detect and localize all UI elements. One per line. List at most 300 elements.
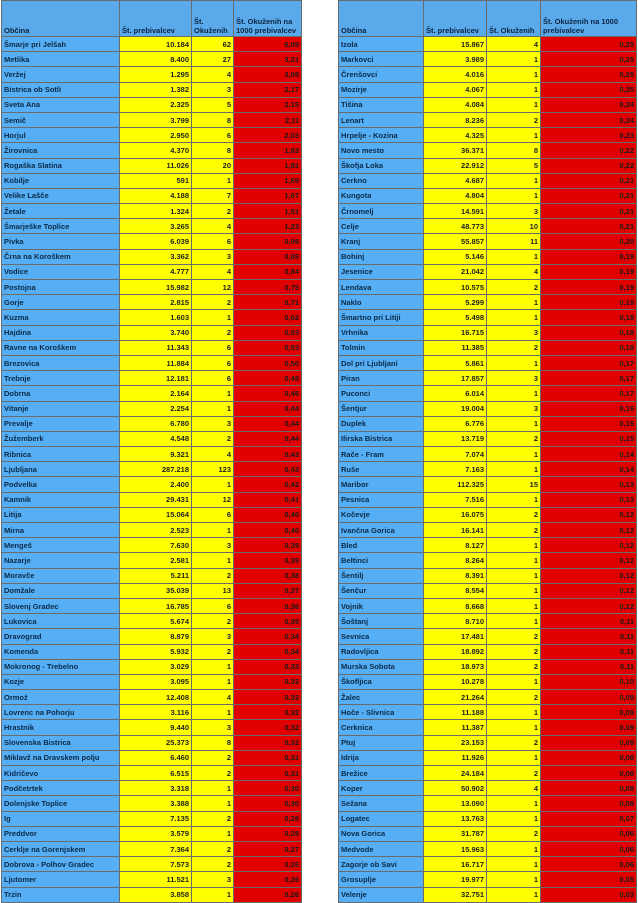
table-row <box>2 234 302 249</box>
rate-cell: 0,11 <box>541 659 637 674</box>
population-cell: 6.515 <box>120 766 192 781</box>
infected-cell: 2 <box>192 811 234 826</box>
table-row <box>339 264 637 279</box>
infected-cell: 1 <box>487 705 541 720</box>
infected-cell: 4 <box>487 37 541 52</box>
rate-cell: 0,10 <box>541 674 637 689</box>
rate-cell: 0,07 <box>541 811 637 826</box>
municipality-cell: Žetale <box>2 204 120 219</box>
table-row <box>339 690 637 705</box>
municipality-cell: Nazarje <box>2 553 120 568</box>
table-row <box>339 188 637 203</box>
population-cell: 5.498 <box>424 310 487 325</box>
municipality-cell: Rogaška Slatina <box>2 158 120 173</box>
rate-cell: 0,17 <box>541 386 637 401</box>
rate-cell: 0,71 <box>234 295 302 310</box>
rate-cell: 0,53 <box>234 340 302 355</box>
population-cell: 21.042 <box>424 264 487 279</box>
population-cell: 8.391 <box>424 568 487 583</box>
rate-cell: 0,08 <box>541 750 637 765</box>
municipality-cell: Markovci <box>339 52 424 67</box>
municipality-cell: Tišina <box>339 97 424 112</box>
table-row <box>2 629 302 644</box>
municipality-cell: Ivančna Gorica <box>339 523 424 538</box>
infected-cell: 1 <box>487 796 541 811</box>
population-cell: 11.188 <box>424 705 487 720</box>
population-cell: 18.973 <box>424 659 487 674</box>
rate-cell: 0,22 <box>541 158 637 173</box>
population-cell: 2.254 <box>120 401 192 416</box>
rate-cell: 0,32 <box>234 720 302 735</box>
table-row <box>2 219 302 234</box>
municipality-cell: Črenšovci <box>339 67 424 82</box>
header-population: Št. prebivalcev <box>120 1 192 37</box>
municipality-cell: Mengeš <box>2 538 120 553</box>
municipality-cell: Trebnje <box>2 371 120 386</box>
municipality-cell: Ravne na Koroškem <box>2 340 120 355</box>
municipality-cell: Kungota <box>339 188 424 203</box>
table-row <box>339 310 637 325</box>
population-cell: 8.668 <box>424 598 487 613</box>
municipality-cell: Lovrenc na Pohorju <box>2 705 120 720</box>
rate-cell: 0,43 <box>234 462 302 477</box>
municipality-cell: Koper <box>339 781 424 796</box>
population-cell: 14.591 <box>424 204 487 219</box>
municipality-cell: Pesnica <box>339 492 424 507</box>
population-cell: 7.163 <box>424 462 487 477</box>
infected-cell: 2 <box>487 431 541 446</box>
infected-cell: 3 <box>192 872 234 887</box>
infected-cell: 1 <box>487 82 541 97</box>
infected-cell: 1 <box>487 841 541 856</box>
rate-cell: 0,62 <box>234 310 302 325</box>
municipality-cell: Litija <box>2 507 120 522</box>
population-cell: 11.884 <box>120 355 192 370</box>
municipality-cell: Preddvor <box>2 826 120 841</box>
municipality-cell: Ig <box>2 811 120 826</box>
population-cell: 4.804 <box>424 188 487 203</box>
rate-cell: 6,09 <box>234 37 302 52</box>
population-cell: 13.719 <box>424 431 487 446</box>
infected-cell: 4 <box>192 447 234 462</box>
population-cell: 12.181 <box>120 371 192 386</box>
rate-cell: 0,44 <box>234 431 302 446</box>
municipality-cell: Bohinj <box>339 249 424 264</box>
municipality-cell: Nova Gorica <box>339 826 424 841</box>
rate-cell: 0,11 <box>541 614 637 629</box>
municipality-cell: Škofja Loka <box>339 158 424 173</box>
municipality-cell: Mirna <box>2 523 120 538</box>
municipality-cell: Šmartno pri Litiji <box>339 310 424 325</box>
infected-cell: 1 <box>192 887 234 902</box>
table-row <box>2 674 302 689</box>
municipality-cell: Brežice <box>339 766 424 781</box>
header-infected: Št. Okuženih <box>192 1 234 37</box>
infected-cell: 2 <box>487 507 541 522</box>
table-row <box>339 401 637 416</box>
municipality-cell: Ilirska Bistrica <box>339 431 424 446</box>
rate-cell: 0,08 <box>541 796 637 811</box>
infected-cell: 1 <box>487 97 541 112</box>
infected-cell: 4 <box>487 264 541 279</box>
rate-cell: 0,20 <box>541 234 637 249</box>
municipality-cell: Črnomelj <box>339 204 424 219</box>
rate-cell: 0,19 <box>541 295 637 310</box>
rate-cell: 0,23 <box>541 128 637 143</box>
population-cell: 22.912 <box>424 158 487 173</box>
table-row <box>339 112 637 127</box>
table-row <box>2 750 302 765</box>
table-row <box>339 173 637 188</box>
rate-cell: 0,26 <box>234 887 302 902</box>
table-row <box>339 462 637 477</box>
table-row <box>339 841 637 856</box>
rate-cell: 0,22 <box>541 143 637 158</box>
table-row <box>2 872 302 887</box>
rate-cell: 0,03 <box>541 887 637 902</box>
infected-cell: 12 <box>192 492 234 507</box>
population-cell: 8.127 <box>424 538 487 553</box>
table-row <box>339 249 637 264</box>
table-body-left <box>2 37 302 903</box>
rate-cell: 0,27 <box>234 841 302 856</box>
infected-cell: 1 <box>487 173 541 188</box>
municipality-cell: Komenda <box>2 644 120 659</box>
municipality-cell: Sveta Ana <box>2 97 120 112</box>
rate-cell: 0,13 <box>541 477 637 492</box>
table-row <box>2 295 302 310</box>
table-row <box>339 629 637 644</box>
population-cell: 4.370 <box>120 143 192 158</box>
infected-cell: 1 <box>487 310 541 325</box>
header-row <box>2 1 302 37</box>
rate-cell: 0,14 <box>541 462 637 477</box>
table-row <box>2 416 302 431</box>
municipality-cell: Metlika <box>2 52 120 67</box>
infected-cell: 3 <box>192 629 234 644</box>
infected-cell: 1 <box>192 705 234 720</box>
population-cell: 287.218 <box>120 462 192 477</box>
municipality-cell: Kočevje <box>339 507 424 522</box>
table-row <box>339 796 637 811</box>
municipality-cell: Dobrova - Polhov Gradec <box>2 857 120 872</box>
municipality-cell: Bistrica ob Sotli <box>2 82 120 97</box>
infected-cell: 8 <box>192 112 234 127</box>
population-cell: 7.074 <box>424 447 487 462</box>
rate-cell: 0,30 <box>234 781 302 796</box>
infected-cell: 1 <box>192 659 234 674</box>
municipality-cell: Žirovnica <box>2 143 120 158</box>
table-row <box>2 507 302 522</box>
infected-cell: 2 <box>192 766 234 781</box>
population-cell: 3.740 <box>120 325 192 340</box>
rate-cell: 0,16 <box>541 401 637 416</box>
population-cell: 19.977 <box>424 872 487 887</box>
rate-cell: 0,53 <box>234 325 302 340</box>
population-cell: 15.064 <box>120 507 192 522</box>
infected-cell: 13 <box>192 583 234 598</box>
municipality-cell: Sevnica <box>339 629 424 644</box>
infected-cell: 6 <box>192 355 234 370</box>
infected-cell: 4 <box>192 67 234 82</box>
table-row <box>2 538 302 553</box>
municipality-cell: Ptuj <box>339 735 424 750</box>
population-cell: 8.710 <box>424 614 487 629</box>
infected-cell: 6 <box>192 234 234 249</box>
table-row <box>2 826 302 841</box>
rate-cell: 2,15 <box>234 97 302 112</box>
municipality-cell: Radovljica <box>339 644 424 659</box>
municipality-cell: Žalec <box>339 690 424 705</box>
municipality-cell: Podčetrtek <box>2 781 120 796</box>
table-row <box>339 447 637 462</box>
rate-cell: 0,18 <box>541 310 637 325</box>
infected-cell: 27 <box>192 52 234 67</box>
municipality-cell: Murska Sobota <box>339 659 424 674</box>
table-row <box>2 614 302 629</box>
municipality-cell: Zagorje ob Savi <box>339 857 424 872</box>
rate-cell: 0,24 <box>541 112 637 127</box>
rate-cell: 0,18 <box>541 325 637 340</box>
population-cell: 11.521 <box>120 872 192 887</box>
infected-cell: 1 <box>192 826 234 841</box>
table-row <box>2 720 302 735</box>
municipality-cell: Šoštanj <box>339 614 424 629</box>
rate-cell: 0,12 <box>541 583 637 598</box>
rate-cell: 0,25 <box>541 67 637 82</box>
table-row <box>2 447 302 462</box>
rate-cell: 0,18 <box>541 340 637 355</box>
table-row <box>339 538 637 553</box>
population-cell: 6.039 <box>120 234 192 249</box>
municipality-cell: Brezovica <box>2 355 120 370</box>
rate-cell: 0,28 <box>234 811 302 826</box>
table-row <box>2 52 302 67</box>
population-cell: 10.278 <box>424 674 487 689</box>
municipality-cell: Črna na Koroškem <box>2 249 120 264</box>
population-cell: 8.879 <box>120 629 192 644</box>
header-rate: Št. Okuženih na 1000 prebivalcev <box>541 1 637 37</box>
population-cell: 7.573 <box>120 857 192 872</box>
infected-cell: 2 <box>487 690 541 705</box>
population-cell: 1.324 <box>120 204 192 219</box>
table-row <box>339 614 637 629</box>
header-municipality: Občina <box>339 1 424 37</box>
municipality-cell: Celje <box>339 219 424 234</box>
table-row <box>2 112 302 127</box>
municipality-cell: Vojnik <box>339 598 424 613</box>
infected-cell: 1 <box>192 523 234 538</box>
municipality-cell: Postojna <box>2 280 120 295</box>
rate-cell: 0,39 <box>234 538 302 553</box>
infected-cell: 2 <box>192 295 234 310</box>
population-cell: 4.016 <box>424 67 487 82</box>
rate-cell: 0,17 <box>541 355 637 370</box>
municipality-cell: Medvode <box>339 841 424 856</box>
rate-cell: 1,69 <box>234 173 302 188</box>
table-row <box>2 371 302 386</box>
population-cell: 32.751 <box>424 887 487 902</box>
municipality-cell: Dobrna <box>2 386 120 401</box>
table-row <box>339 811 637 826</box>
table-row <box>339 492 637 507</box>
municipality-cell: Pivka <box>2 234 120 249</box>
table-row <box>2 249 302 264</box>
population-cell: 9.321 <box>120 447 192 462</box>
rate-cell: 0,99 <box>234 234 302 249</box>
infected-cell: 2 <box>487 629 541 644</box>
population-cell: 3.029 <box>120 659 192 674</box>
rate-cell: 1,23 <box>234 219 302 234</box>
rate-cell: 0,15 <box>541 431 637 446</box>
population-cell: 3.989 <box>424 52 487 67</box>
table-row <box>2 401 302 416</box>
header-row <box>339 1 637 37</box>
infected-cell: 6 <box>192 340 234 355</box>
rate-cell: 3,09 <box>234 67 302 82</box>
table-row <box>339 97 637 112</box>
table-row <box>339 52 637 67</box>
municipality-cell: Cerklje na Gorenjskem <box>2 841 120 856</box>
rate-cell: 0,28 <box>234 826 302 841</box>
table-row <box>339 340 637 355</box>
table-row <box>339 507 637 522</box>
table-row <box>2 659 302 674</box>
infected-cell: 6 <box>192 128 234 143</box>
table-row <box>2 568 302 583</box>
rate-cell: 0,50 <box>234 355 302 370</box>
table-row <box>2 97 302 112</box>
municipality-cell: Hrpelje - Kozina <box>339 128 424 143</box>
rate-cell: 0,25 <box>541 37 637 52</box>
infected-cell: 2 <box>487 659 541 674</box>
rate-cell: 0,11 <box>541 629 637 644</box>
population-cell: 2.950 <box>120 128 192 143</box>
municipality-cell: Slovenska Bistrica <box>2 735 120 750</box>
table-row <box>339 659 637 674</box>
municipality-cell: Vitanje <box>2 401 120 416</box>
table-row <box>339 720 637 735</box>
municipality-cell: Kamnik <box>2 492 120 507</box>
population-cell: 11.387 <box>424 720 487 735</box>
municipality-cell: Ljubljana <box>2 462 120 477</box>
rate-cell: 0,19 <box>541 280 637 295</box>
population-cell: 31.787 <box>424 826 487 841</box>
population-cell: 4.067 <box>424 82 487 97</box>
population-cell: 2.164 <box>120 386 192 401</box>
population-cell: 55.857 <box>424 234 487 249</box>
municipality-cell: Tolmin <box>339 340 424 355</box>
municipality-cell: Cerknica <box>339 720 424 735</box>
rate-cell: 0,06 <box>541 826 637 841</box>
rate-cell: 0,06 <box>541 841 637 856</box>
infected-cell: 3 <box>192 249 234 264</box>
infected-cell: 12 <box>192 280 234 295</box>
municipality-cell: Velenje <box>339 887 424 902</box>
rate-cell: 0,25 <box>541 52 637 67</box>
municipality-cell: Gorje <box>2 295 120 310</box>
table-row <box>2 128 302 143</box>
table-row <box>339 295 637 310</box>
municipality-cell: Cerkno <box>339 173 424 188</box>
infected-cell: 2 <box>192 857 234 872</box>
population-cell: 6.780 <box>120 416 192 431</box>
municipality-cell: Horjul <box>2 128 120 143</box>
infected-cell: 1 <box>487 295 541 310</box>
rate-cell: 1,81 <box>234 158 302 173</box>
rate-cell: 0,36 <box>234 598 302 613</box>
rate-cell: 2,17 <box>234 82 302 97</box>
municipality-cell: Puconci <box>339 386 424 401</box>
table-row <box>339 431 637 446</box>
municipality-cell: Rače - Fram <box>339 447 424 462</box>
population-cell: 2.400 <box>120 477 192 492</box>
rate-cell: 0,25 <box>541 82 637 97</box>
population-cell: 13.763 <box>424 811 487 826</box>
infected-cell: 1 <box>487 887 541 902</box>
rate-cell: 0,75 <box>234 280 302 295</box>
header-population: Št. prebivalcev <box>424 1 487 37</box>
table-row <box>2 340 302 355</box>
infected-cell: 15 <box>487 477 541 492</box>
population-cell: 16.785 <box>120 598 192 613</box>
municipality-cell: Duplek <box>339 416 424 431</box>
table-row <box>2 781 302 796</box>
infected-cell: 1 <box>487 492 541 507</box>
table-row <box>2 67 302 82</box>
population-cell: 19.004 <box>424 401 487 416</box>
infected-cell: 2 <box>487 766 541 781</box>
population-cell: 3.799 <box>120 112 192 127</box>
table-row <box>339 523 637 538</box>
rate-cell: 0,34 <box>234 629 302 644</box>
rate-cell: 0,12 <box>541 523 637 538</box>
rate-cell: 0,26 <box>234 857 302 872</box>
table-row <box>339 872 637 887</box>
municipality-cell: Miklavž na Dravskem polju <box>2 750 120 765</box>
infected-cell: 8 <box>192 735 234 750</box>
population-cell: 8.264 <box>424 553 487 568</box>
population-cell: 4.687 <box>424 173 487 188</box>
municipality-cell: Škofljica <box>339 674 424 689</box>
infected-cell: 6 <box>192 598 234 613</box>
rate-cell: 0,89 <box>234 249 302 264</box>
population-cell: 3.265 <box>120 219 192 234</box>
table-row <box>2 811 302 826</box>
municipality-cell: Izola <box>339 37 424 52</box>
infected-cell: 4 <box>192 219 234 234</box>
municipality-cell: Semič <box>2 112 120 127</box>
rate-cell: 0,05 <box>541 872 637 887</box>
rate-cell: 0,38 <box>234 568 302 583</box>
municipality-cell: Dol pri Ljubljani <box>339 355 424 370</box>
infected-cell: 1 <box>487 720 541 735</box>
rate-cell: 0,43 <box>234 447 302 462</box>
population-cell: 2.523 <box>120 523 192 538</box>
table-row <box>339 766 637 781</box>
rate-cell: 0,19 <box>541 264 637 279</box>
infected-cell: 1 <box>487 750 541 765</box>
table-row <box>2 37 302 52</box>
rate-cell: 0,08 <box>541 766 637 781</box>
population-cell: 8.236 <box>424 112 487 127</box>
infected-cell: 2 <box>487 340 541 355</box>
rate-cell: 0,09 <box>541 690 637 705</box>
infected-cell: 3 <box>192 720 234 735</box>
population-cell: 1.603 <box>120 310 192 325</box>
table-row <box>339 568 637 583</box>
infected-cell: 2 <box>192 750 234 765</box>
